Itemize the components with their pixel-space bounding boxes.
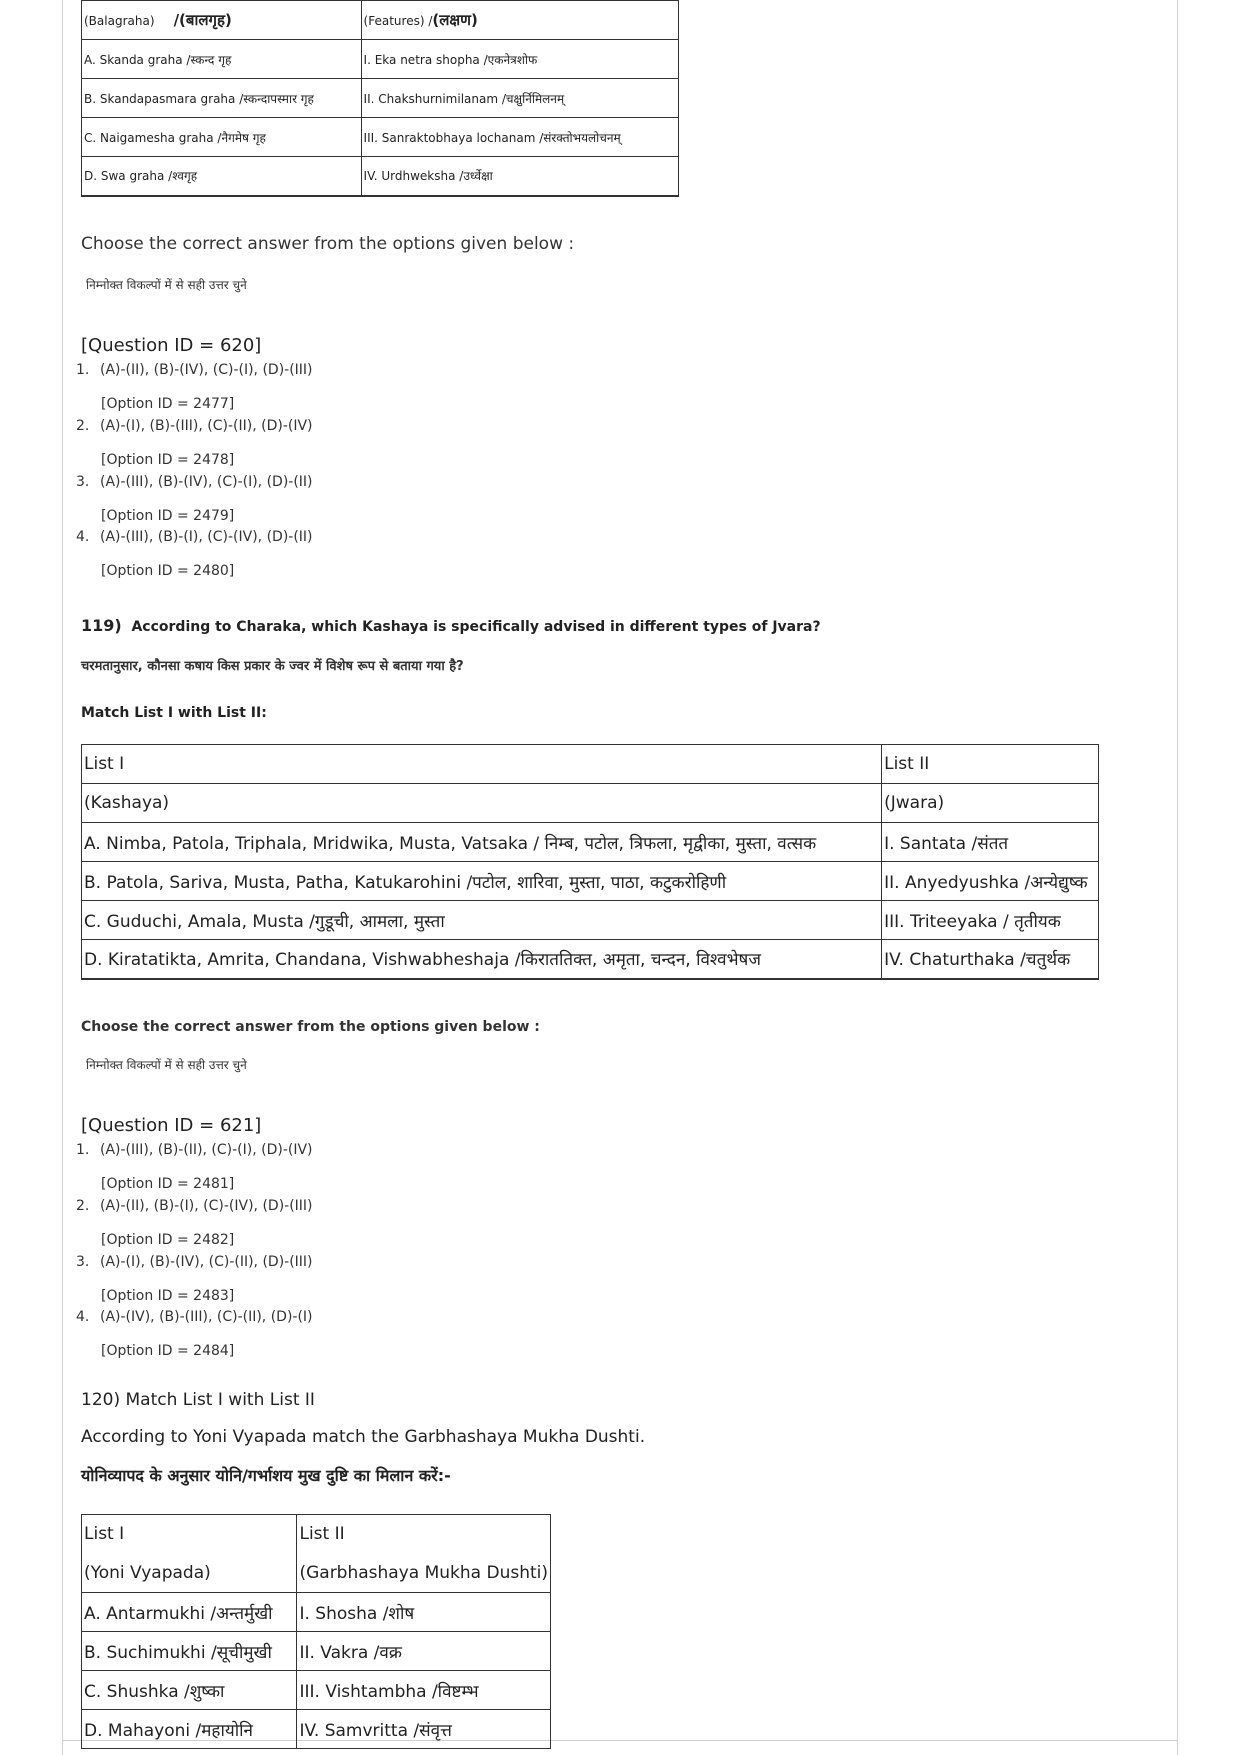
- list1-cell: A. Skanda graha /स्कन्द गृह: [82, 40, 362, 79]
- list2-cell: II. Vakra /वक्र: [297, 1632, 551, 1671]
- option-item[interactable]: 1. (A)-(III), (B)-(II), (C)-(I), (D)-(IV): [76, 1142, 313, 1158]
- header-cell-list1: (Yoni Vyapada): [82, 1554, 297, 1593]
- table-row: [82, 823, 1099, 862]
- table-row: [82, 118, 679, 157]
- option-id: [Option ID = 2483]: [101, 1288, 235, 1304]
- table-row: [82, 157, 679, 196]
- option-id: [Option ID = 2477]: [101, 396, 235, 412]
- table-row: [82, 40, 679, 79]
- table-row: [82, 1710, 551, 1749]
- option-item[interactable]: 3. (A)-(III), (B)-(IV), (C)-(I), (D)-(II): [76, 474, 313, 490]
- list1-cell: A. Nimba, Patola, Triphala, Mridwika, Musta, Vatsaka / निम्ब, पटोल, त्रिफला, मृद्वीका, मुस्ता, वत्सक: [82, 823, 882, 862]
- list1-cell: D. Mahayoni /महायोनि: [82, 1710, 297, 1749]
- choose-answer-heading: Choose the correct answer from the options given below :: [81, 234, 575, 254]
- table-header-row: [82, 1554, 551, 1593]
- choose-answer-heading: Choose the correct answer from the options given below :: [81, 1019, 540, 1035]
- option-id: [Option ID = 2481]: [101, 1176, 235, 1192]
- option-item[interactable]: 1. (A)-(II), (B)-(IV), (C)-(I), (D)-(III): [76, 362, 313, 378]
- option-id: [Option ID = 2480]: [101, 563, 235, 579]
- question-120-text: According to Yoni Vyapada match the Garbhashaya Mukha Dushti.: [81, 1427, 646, 1447]
- list1-cell: A. Antarmukhi /अन्तर्मुखी: [82, 1593, 297, 1632]
- option-item[interactable]: 2. (A)-(I), (B)-(III), (C)-(II), (D)-(IV): [76, 418, 313, 434]
- list2-cell: III. Sanraktobhaya lochanam /संरक्तोभयलोचनम्: [361, 118, 678, 157]
- choose-answer-heading-hindi: निम्नोक्त विकल्पों में से सही उत्तर चुने: [86, 1058, 247, 1072]
- option-item[interactable]: 4. (A)-(III), (B)-(I), (C)-(IV), (D)-(II): [76, 529, 313, 545]
- kashaya-jwara-match-table: [81, 744, 1099, 980]
- list2-cell: III. Vishtambha /विष्टम्भ: [297, 1671, 551, 1710]
- list1-cell: C. Shushka /शुष्का: [82, 1671, 297, 1710]
- option-id: [Option ID = 2479]: [101, 508, 235, 524]
- table-row: [82, 901, 1099, 940]
- question-120-title: 120) Match List I with List II: [81, 1390, 315, 1410]
- option-id: [Option ID = 2482]: [101, 1232, 235, 1248]
- option-item[interactable]: 2. (A)-(II), (B)-(I), (C)-(IV), (D)-(III): [76, 1198, 313, 1214]
- question-id: [Question ID = 621]: [81, 1115, 262, 1136]
- table-row: [82, 1593, 551, 1632]
- list1-cell: C. Guduchi, Amala, Musta /गुडूची, आमला, मुस्ता: [82, 901, 882, 940]
- choose-answer-heading-hindi: निम्नोक्त विकल्पों में से सही उत्तर चुने: [86, 278, 247, 292]
- header-cell-list2: (Features) /(लक्षण): [361, 1, 678, 40]
- list2-cell: IV. Urdhweksha /उर्ध्वेक्षा: [361, 157, 678, 196]
- question-id: [Question ID = 620]: [81, 335, 262, 356]
- header-cell-list2: (Jwara): [882, 784, 1099, 823]
- table-row: [82, 862, 1099, 901]
- list2-cell: II. Anyedyushka /अन्येद्युष्क: [882, 862, 1099, 901]
- list1-cell: B. Patola, Sariva, Musta, Patha, Katukarohini /पटोल, शारिवा, मुस्ता, पाठा, कटुकरोहिणी: [82, 862, 882, 901]
- header-cell-list1: (Kashaya): [82, 784, 882, 823]
- list1-cell: B. Suchimukhi /सूचीमुखी: [82, 1632, 297, 1671]
- header-cell-list1: List I: [82, 745, 882, 784]
- option-item[interactable]: 4. (A)-(IV), (B)-(III), (C)-(II), (D)-(I): [76, 1309, 313, 1325]
- header-cell-list2: (Garbhashaya Mukha Dushti): [297, 1554, 551, 1593]
- list1-cell: D. Kiratatikta, Amrita, Chandana, Vishwabheshaja /किराततिक्त, अमृता, चन्दन, विश्वभेषज: [82, 940, 882, 979]
- table-header-row: [82, 745, 1099, 784]
- match-list-heading: Match List I with List II:: [81, 705, 267, 721]
- option-item[interactable]: 3. (A)-(I), (B)-(IV), (C)-(II), (D)-(III): [76, 1254, 313, 1270]
- table-row: [82, 79, 679, 118]
- option-id: [Option ID = 2484]: [101, 1343, 235, 1359]
- balagraha-match-table: [81, 0, 679, 197]
- table-header-row: [82, 784, 1099, 823]
- list2-cell: II. Chakshurnimilanam /चक्षुर्निमिलनम्: [361, 79, 678, 118]
- table-row: [82, 1671, 551, 1710]
- table-row: [82, 940, 1099, 979]
- header-cell-list2: List II: [297, 1515, 551, 1554]
- table-header-row: [82, 1, 679, 40]
- list1-cell: C. Naigamesha graha /नैगमेष गृह: [82, 118, 362, 157]
- option-id: [Option ID = 2478]: [101, 452, 235, 468]
- list1-cell: D. Swa graha /श्वगृह: [82, 157, 362, 196]
- question-120-text-hindi: योनिव्यापद के अनुसार योनि/गर्भाशय मुख दुष्टि का मिलान करें:-: [81, 1466, 451, 1485]
- list2-cell: I. Shosha /शोष: [297, 1593, 551, 1632]
- header-cell-list1: List I: [82, 1515, 297, 1554]
- list2-cell: IV. Samvritta /संवृत्त: [297, 1710, 551, 1749]
- question-119-text-hindi: चरमतानुसार, कौनसा कषाय किस प्रकार के ज्वर में विशेष रूप से बताया गया है?: [81, 659, 464, 674]
- question-119-text: 119) According to Charaka, which Kashaya is specifically advised in different types of Jvara?: [81, 616, 821, 635]
- list1-cell: B. Skandapasmara graha /स्कन्दापस्मार गृह: [82, 79, 362, 118]
- header-cell-list2: List II: [882, 745, 1099, 784]
- table-header-row: [82, 1515, 551, 1554]
- table-row: [82, 1632, 551, 1671]
- yoni-vyapada-match-table: [81, 1514, 551, 1749]
- list2-cell: I. Santata /संतत: [882, 823, 1099, 862]
- list2-cell: IV. Chaturthaka /चतुर्थक: [882, 940, 1099, 979]
- list2-cell: I. Eka netra shopha /एकनेत्रशोफ: [361, 40, 678, 79]
- header-cell-list1: (Balagraha) /(बालगृह): [82, 1, 362, 40]
- list2-cell: III. Triteeyaka / तृतीयक: [882, 901, 1099, 940]
